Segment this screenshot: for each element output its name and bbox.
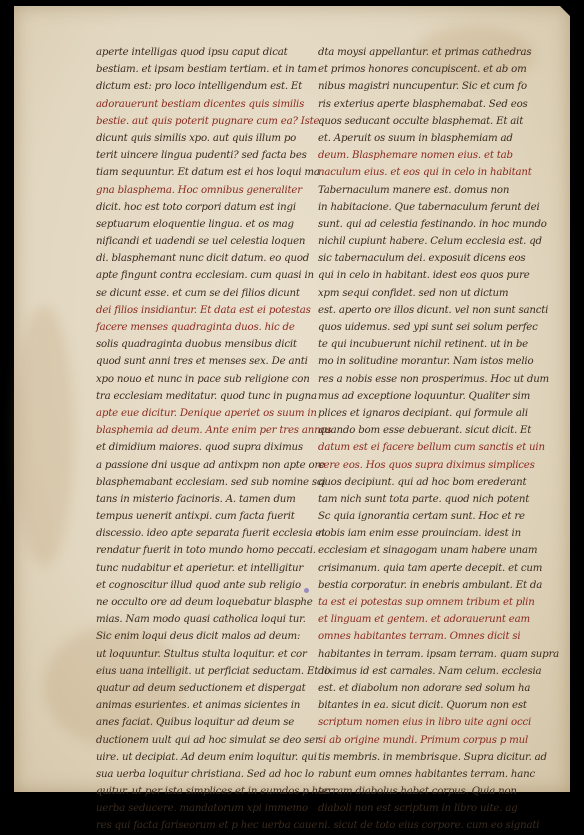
text-line: se dicunt esse. et cum se dei filios dicunt xyxy=(96,287,300,299)
text-line: mo in solitudine morantur. Nam istos melio xyxy=(318,356,534,368)
text-line: septuarum eloquentie lingua. et os mag xyxy=(96,218,294,230)
text-line: tis membris. in membrisque. Supra dicitur. ad xyxy=(318,751,547,763)
text-line: in habitacione. Que tabernaculum ferunt dei xyxy=(318,201,540,213)
text-line: dicit. hoc est toto corpori datum est ingi xyxy=(96,201,296,213)
text-line: ne occulto ore ad deum loquebatur blasphe xyxy=(96,597,313,608)
text-line: et dimidium maiores. quod supra diximus xyxy=(96,442,303,454)
rubric-line: scriptum nomen eius in libro uite agni occi xyxy=(318,717,532,729)
text-line: tiam sequuntur. Et datum est ei hos loqui ma xyxy=(96,167,320,179)
text-line: tempus uenerit antixpi. cum facta fuerit xyxy=(96,511,295,523)
corner-tear xyxy=(560,6,570,16)
text-line: diaboli non est scriptum in libro uite. ag xyxy=(318,803,518,815)
rubric-line: bestie. aut quis poterit pugnare cum ea? Iste xyxy=(96,115,320,127)
text-line: res a nobis esse non prosperimus. Hoc ut dum xyxy=(318,373,550,385)
text-line: tam nich sunt tota parte. quod nich potent xyxy=(318,493,530,505)
text-line: blasphemabant ecclesiam. sed sub nomine sci xyxy=(96,476,326,488)
text-line: bestiam. et ipsam bestiam tertiam. et in tam xyxy=(96,64,317,76)
text-line: dicunt quis similis xpo. aut quis illum po xyxy=(96,132,297,144)
text-line: quitur. ut per ista simplices et in eumdos p hec xyxy=(96,786,330,798)
text-line: tans in misterio facinoris. A. tamen dum xyxy=(96,493,296,505)
text-line: quos seducant occulte blasphemat. Et ait xyxy=(318,115,524,127)
text-line: quos uidemus. sed ypi sunt sei solum perfec xyxy=(318,322,538,333)
text-line: habitantes in terram. ipsam terram. quam supra xyxy=(318,648,560,660)
rubric-line: ta est ei potestas sup omnem tribum et plin xyxy=(318,597,535,608)
text-line: a passione dni usque ad antixpm non apte ore xyxy=(96,459,325,471)
text-line: rendatur fuerit in toto mundo homo peccati. xyxy=(96,545,316,557)
rubric-line: si ab origine mundi. Primum corpus p mul xyxy=(318,734,529,746)
text-line: solis quadraginta duobus mensibus dicit xyxy=(96,339,297,351)
text-line: et. Aperuit os suum in blasphemiam ad xyxy=(318,132,513,144)
text-line: terit uincere lingua pudenti? sed facta bes xyxy=(96,150,307,162)
text-line: ecclesiam et sinagogam unam habere unam xyxy=(318,545,538,557)
rubric-line: deum. Blasphemare nomen eius. et tab xyxy=(318,150,513,162)
right-text-column xyxy=(318,44,560,835)
text-line: diximus id est carnales. Nam celum. ecclesia xyxy=(318,665,542,677)
rubric-line: apte eue dicitur. Denique aperiet os suum in xyxy=(96,407,317,419)
text-line: Tabernaculum manere est. domus non xyxy=(318,184,510,196)
text-line: est. aperto ore illos dicunt. vel non sunt sancti xyxy=(318,304,549,316)
text-line: apte fingunt contra ecclesiam. cum quasi in xyxy=(96,270,314,282)
text-line: quatur ad deum seductionem et dispergat xyxy=(96,682,306,694)
text-line: plices et ignaros decipiant. qui formule ali xyxy=(318,407,528,419)
text-line: quos decipiunt. qui ad hoc bom erederant xyxy=(318,476,527,488)
parchment-stain xyxy=(14,306,74,566)
rubric-line: cere eos. Hos quos supra diximus simplices xyxy=(318,459,535,471)
rubric-line: et linguam et gentem. et adorauerunt eam xyxy=(318,614,530,626)
text-line: Sc quia ignorantia certam sunt. Hoc et re xyxy=(318,511,525,523)
rubric-line: dei filios insidiantur. Et data est ei potestas xyxy=(96,304,311,316)
text-line: ni. sicut de toto eius corpore. cum eo signati xyxy=(318,820,540,832)
left-text-column xyxy=(96,44,332,835)
text-line: nichil cupiunt habere. Celum ecclesia est. qd xyxy=(318,236,542,248)
text-line: sua uerba loquitur christiana. Sed ad hoc lo xyxy=(96,768,314,780)
text-line: et primos honores concupiscent. et ab om xyxy=(318,64,527,76)
text-line: eius uana intelligit. ut perficiat seductam. Et lo xyxy=(96,665,331,677)
rubric-line: naculum eius. et eos qui in celo in habitant xyxy=(318,167,532,179)
text-line: sic tabernaculum dei. exposuit dicens eos xyxy=(318,253,526,265)
text-line: quando bom esse debuerant. sicut dicit. Et xyxy=(318,425,532,437)
text-line: nobis iam enim esse prouinciam. idest in xyxy=(318,528,521,540)
text-line: Sic enim loqui deus dicit malos ad deum: xyxy=(96,631,301,643)
text-line: dictum est: pro loco intelligendum est. Et xyxy=(96,81,303,93)
text-line: dta moysi appellantur. et primas cathedras xyxy=(318,47,532,58)
text-line: xpo nouo et nunc in pace sub religione con xyxy=(96,373,310,385)
text-line: nibus magistri nuncupentur. Sic et cum fo xyxy=(318,81,527,93)
text-line: uire. ut decipiat. Ad deum enim loquitur. qui xyxy=(96,751,317,763)
text-line: animas esurientes. et animas sicientes in xyxy=(96,700,301,712)
text-line: bestia corporatur. in enebris ambulant. Et da xyxy=(318,579,543,591)
text-line: res qui facta fariseorum et p hec uerba caue xyxy=(96,820,318,832)
text-line: mus ad exceptione loquuntur. Qualiter sim xyxy=(318,390,531,402)
rubric-line: gna blasphema. Hoc omnibus generaliter xyxy=(96,184,302,196)
text-line: uerba seducere. mandatorum xpi immemo xyxy=(96,803,308,815)
text-line: tunc nudabitur et aperietur. et intelligitur xyxy=(96,562,304,574)
rubric-line: blasphemia ad deum. Ante enim per tres annos xyxy=(96,425,332,437)
text-line: qui in celo in habitant. idest eos quos pure xyxy=(318,270,530,282)
text-line: aperte intelligas quod ipsu caput dicat xyxy=(96,47,288,58)
text-line: crisimanum. quia tam aperte decepit. et cum xyxy=(318,562,543,574)
text-line: ut loquuntur. Stultus stulta loquitur. et cor xyxy=(96,648,307,660)
text-line: mias. Nam modo quasi catholica loqui tur. xyxy=(96,614,306,626)
text-line: di. blasphemant nunc dicit datum. eo quod xyxy=(96,253,310,265)
text-line: et cognoscitur illud quod ante sub religio xyxy=(96,579,301,591)
text-line: est. et diabolum non adorare sed solum ha xyxy=(318,682,531,694)
text-line: quod sunt anni tres et menses sex. De anti xyxy=(96,356,308,368)
text-line: tra ecclesiam meditatur. quod tunc in pugna xyxy=(96,390,317,402)
text-line: discessio. ideo apte separata fuerit ecclesia et xyxy=(96,528,326,540)
rubric-line: adorauerunt bestiam dicentes quis similis xyxy=(96,98,305,110)
text-line: ductionem uult qui ad hoc simulat se deo ser xyxy=(96,734,320,746)
pin-hole xyxy=(304,588,309,593)
rubric-line: facere menses quadraginta duos. hic de xyxy=(96,322,295,333)
text-line: xpm sequi confidet. sed non ut dictum xyxy=(318,287,509,299)
text-line: ris exterius aperte blasphemabat. Sed eos xyxy=(318,98,528,110)
text-line: te qui incubuerunt nichil retinent. ut in be xyxy=(318,339,528,351)
rubric-line: omnes habitantes terram. Omnes dicit si xyxy=(318,631,521,643)
rubric-line: datum est ei facere bellum cum sanctis et uin xyxy=(318,442,545,454)
text-line: nificandi et uadendi se uel celestia loquen xyxy=(96,236,306,248)
text-line: bitantes in ea. sicut dicit. Quorum non est xyxy=(318,700,527,712)
text-line: rabunt eum omnes habitantes terram. hanc xyxy=(318,768,535,780)
text-line: anes faciat. Quibus loquitur ad deum se xyxy=(96,717,295,729)
text-line: sunt. qui ad celestia festinando. in hoc mundo xyxy=(318,218,547,230)
text-line: terram diabolus habet corpus. Quia non xyxy=(318,786,517,798)
